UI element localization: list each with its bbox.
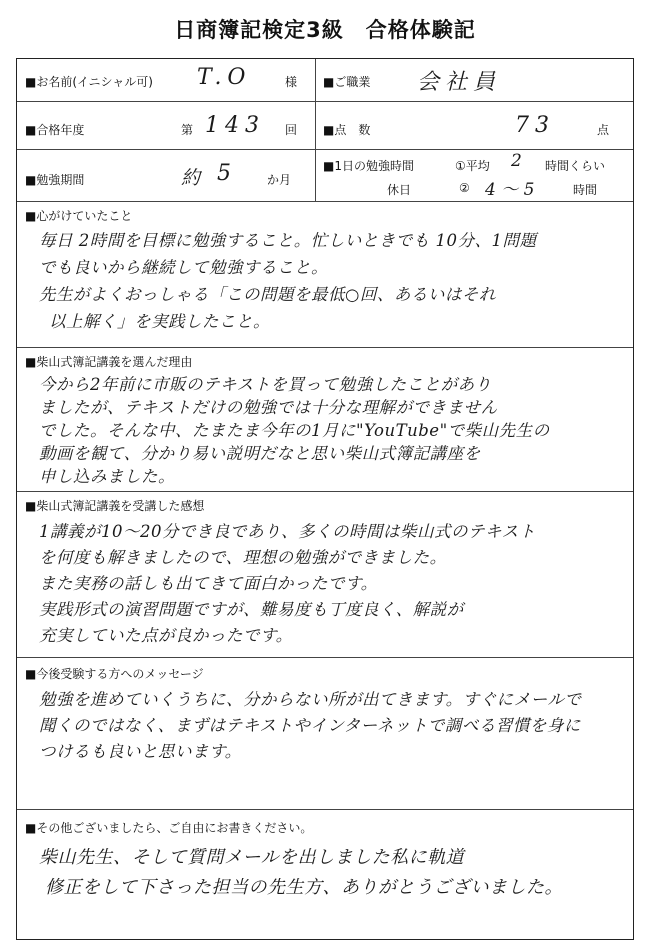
impression-text xyxy=(39,519,619,649)
period-prefix: 約 xyxy=(181,167,201,189)
name-value: T.O xyxy=(197,65,252,90)
text-line: 今から2年前に市販のテキストを買って勉強したことがあり xyxy=(39,375,492,394)
impression-label: ■柴山式簿記講義を受講した感想 xyxy=(25,499,205,513)
text-line: 実践形式の演習問題ですが、難易度も丁度良く、解説が xyxy=(39,600,464,619)
daily-avg-value: 2 xyxy=(511,151,522,171)
daily-avg-label: ①平均 xyxy=(455,159,490,173)
text-line: 柴山先生、そして質問メールを出しました私に軌道 xyxy=(39,847,465,868)
row-divider xyxy=(17,809,633,810)
kokorogake-label: ■心がけていたこと xyxy=(25,209,133,223)
year-label: ■合格年度 xyxy=(25,123,85,137)
text-line: 充実していた点が良かったです。 xyxy=(39,626,293,645)
occupation-value: 会社員 xyxy=(417,70,502,95)
other-label: ■その他ございましたら、ご自由にお書きください。 xyxy=(25,821,313,835)
row-divider xyxy=(17,201,633,202)
text-line: 勉強を進めていくうちに、分からない所が出てきます。すぐにメールで xyxy=(39,690,582,709)
row-divider xyxy=(17,101,633,102)
period-label: ■勉強期間 xyxy=(25,173,85,187)
score-label: ■点 数 xyxy=(323,123,371,137)
daily-holiday-mark: ② xyxy=(459,181,470,195)
experience-form xyxy=(16,58,634,940)
name-label: ■お名前(イニシャル可) xyxy=(25,75,153,89)
year-suffix: 回 xyxy=(285,123,298,137)
score-suffix: 点 xyxy=(597,123,610,137)
text-line: 毎日 2時間を目標に勉強すること。忙しいときでも 10分、1問題 xyxy=(39,231,537,250)
text-line: 修正をして下さった担当の先生方、ありがとうございました。 xyxy=(45,877,563,898)
period-suffix: か月 xyxy=(267,173,292,187)
text-line: 以上解く」を実践したこと。 xyxy=(49,312,270,331)
text-line: ましたが、テキストだけの勉強では十分な理解ができません xyxy=(39,398,498,417)
row-divider xyxy=(17,347,633,348)
row-divider xyxy=(17,491,633,492)
text-line: つけるも良いと思います。 xyxy=(39,742,242,761)
daily-holiday-suffix: 時間 xyxy=(573,183,598,197)
other-text xyxy=(39,843,619,903)
daily-label: ■1日の勉強時間 xyxy=(323,159,414,173)
daily-holiday-value: 4 ～ 5 xyxy=(485,180,535,200)
column-divider xyxy=(315,59,316,201)
reason-text xyxy=(39,373,619,488)
text-line: また実務の話しも出てきて面白かったです。 xyxy=(39,574,378,593)
kokorogake-text xyxy=(39,227,619,335)
daily-avg-suffix: 時間くらい xyxy=(545,159,606,173)
text-line: 先生がよくおっしゃる「この問題を最低○回、あるいはそれ xyxy=(39,285,496,304)
text-line: 聞くのではなく、まずはテキストやインターネットで調べる習慣を身に xyxy=(39,716,581,735)
text-line: 動画を観て、分かり易い説明だなと思い柴山式簿記講座を xyxy=(39,444,481,463)
daily-holiday-label: 休日 xyxy=(387,183,412,197)
text-line: 申し込みました。 xyxy=(39,467,175,486)
row-divider xyxy=(17,657,633,658)
message-label: ■今後受験する方へのメッセージ xyxy=(25,667,204,681)
row-divider xyxy=(17,149,633,150)
message-text xyxy=(39,687,619,765)
page-title: 日商簿記検定3級 合格体験記 xyxy=(174,18,476,42)
text-line: でした。そんな中、たまたま今年の1月に"YouTube"で柴山先生の xyxy=(39,421,550,440)
year-prefix: 第 xyxy=(181,123,194,137)
year-value: 143 xyxy=(205,113,265,138)
reason-label: ■柴山式簿記講義を選んだ理由 xyxy=(25,355,193,369)
text-line: 1講義が10～20分でき良であり、多くの時間は柴山式のテキスト xyxy=(39,522,536,541)
text-line: を何度も解きましたので、理想の勉強ができました。 xyxy=(39,548,447,567)
occupation-label: ■ご職業 xyxy=(323,75,371,89)
score-value: 73 xyxy=(515,113,555,138)
period-value: 5 xyxy=(217,161,237,186)
text-line: でも良いから継続して勉強すること。 xyxy=(39,258,328,277)
name-suffix: 様 xyxy=(285,75,298,89)
